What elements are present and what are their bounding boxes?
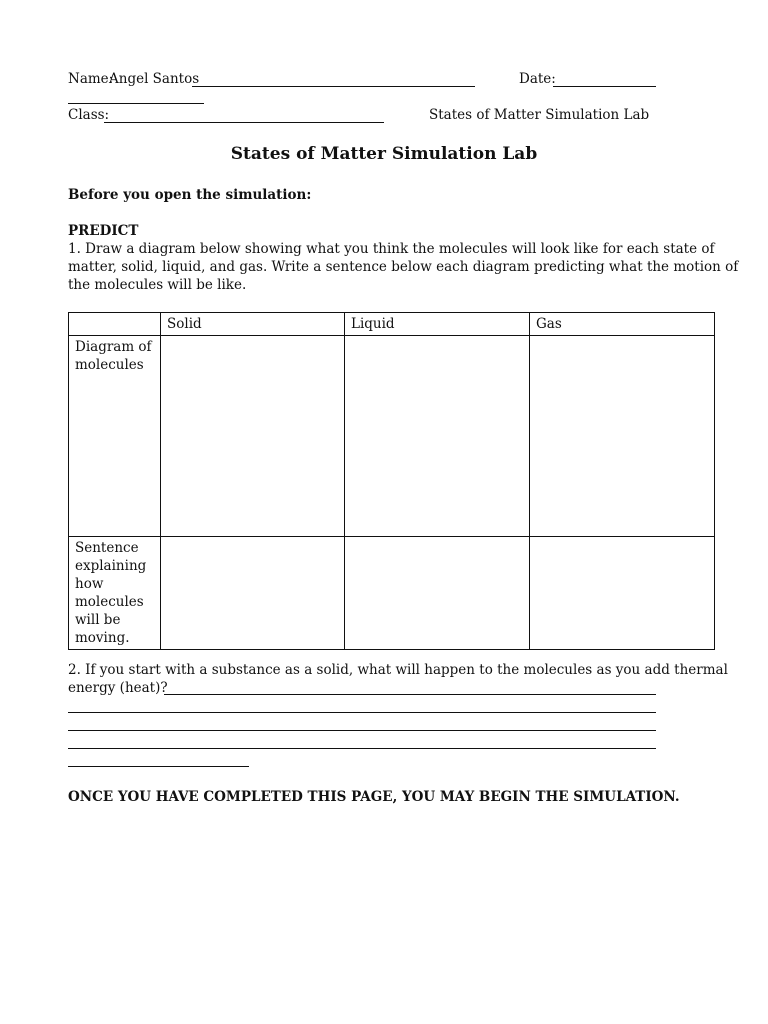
name-blank-line[interactable] xyxy=(192,86,475,87)
date-label: Date: xyxy=(519,71,556,87)
class-label: Class: xyxy=(68,107,110,123)
diagram-cell-gas[interactable] xyxy=(530,336,715,537)
row-label-sentence: Sentence explaining how molecules will be moving. xyxy=(69,537,161,650)
predict-heading: PREDICT xyxy=(68,223,139,239)
name-label: Name: xyxy=(68,71,114,87)
diagram-cell-solid[interactable] xyxy=(161,336,345,537)
question-1-line-2: matter, solid, liquid, and gas. Write a sentence below each diagram predicting what the motion of xyxy=(68,259,739,275)
page-title: States of Matter Simulation Lab xyxy=(230,144,538,164)
name-value: Angel Santos xyxy=(109,71,200,87)
diagram-cell-liquid[interactable] xyxy=(345,336,530,537)
question-1-line-1: 1. Draw a diagram below showing what you think the molecules will look like for each state of xyxy=(68,241,715,257)
answer-line-2[interactable] xyxy=(68,712,656,713)
completion-note: ONCE YOU HAVE COMPLETED THIS PAGE, YOU MAY BEGIN THE SIMULATION. xyxy=(68,789,680,805)
answer-line-3[interactable] xyxy=(68,730,656,731)
date-blank-line[interactable] xyxy=(553,86,656,87)
answer-line-1[interactable] xyxy=(164,694,656,695)
sentence-cell-solid[interactable] xyxy=(161,537,345,650)
column-header-gas: Gas xyxy=(530,313,715,336)
sentence-cell-gas[interactable] xyxy=(530,537,715,650)
table-row-diagram xyxy=(69,336,715,537)
column-header-liquid: Liquid xyxy=(345,313,530,336)
row-label-diagram: Diagram of molecules xyxy=(69,336,161,537)
answer-line-5[interactable] xyxy=(68,766,249,767)
question-2-line-1: 2. If you start with a substance as a solid, what will happen to the molecules as you add thermal xyxy=(68,662,728,678)
prediction-table xyxy=(68,312,715,650)
table-header-blank xyxy=(69,313,161,336)
column-header-solid: Solid xyxy=(161,313,345,336)
lab-name: States of Matter Simulation Lab xyxy=(429,107,650,123)
class-blank-line[interactable] xyxy=(104,122,384,123)
intro-text: Before you open the simulation: xyxy=(68,187,312,203)
table-header-row xyxy=(69,313,715,336)
date-continuation-line[interactable] xyxy=(68,103,204,104)
answer-line-4[interactable] xyxy=(68,748,656,749)
table-row-sentence xyxy=(69,537,715,650)
question-1-line-3: the molecules will be like. xyxy=(68,277,247,293)
question-2-line-2: energy (heat)? xyxy=(68,680,168,696)
sentence-cell-liquid[interactable] xyxy=(345,537,530,650)
